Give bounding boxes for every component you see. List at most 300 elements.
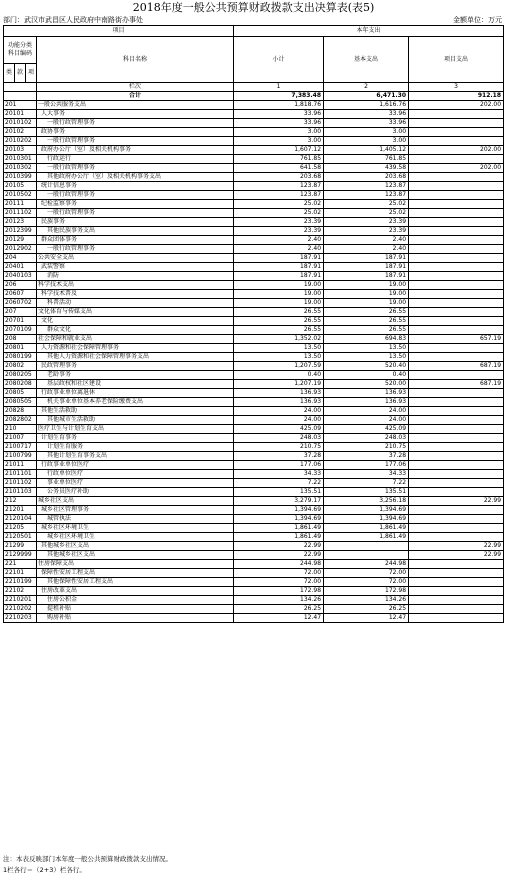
table-row — [4, 605, 504, 614]
row-name: 事业单位医疗 — [37, 479, 234, 488]
project-header: 项目 — [4, 26, 234, 37]
row-subtotal: 244.98 — [234, 560, 324, 569]
row-code: 21011 — [4, 461, 37, 470]
row-code: 2011102 — [4, 209, 37, 218]
row-code: 2060702 — [4, 299, 37, 308]
table-row — [4, 443, 504, 452]
row-project — [409, 173, 504, 182]
department-label: 部门：武汉市武昌区人民政府中南路街办事处 — [3, 16, 143, 24]
row-code: 2210202 — [4, 605, 37, 614]
row-project — [409, 560, 504, 569]
row-name: 其他计划生育事务支出 — [37, 452, 234, 461]
row-basic: 19.00 — [324, 299, 409, 308]
row-code: 2082802 — [4, 416, 37, 425]
row-name: 政府办公厅（室）及相关机构事务 — [37, 146, 234, 155]
row-code: 21007 — [4, 434, 37, 443]
row-subtotal: 1,861.49 — [234, 524, 324, 533]
row-subtotal: 2.40 — [234, 236, 324, 245]
subtotal-header: 小计 — [234, 37, 324, 83]
row-name: 民政管理事务 — [37, 362, 234, 371]
table-row — [4, 263, 504, 272]
row-subtotal: 24.00 — [234, 407, 324, 416]
row-project — [409, 344, 504, 353]
row-subtotal: 3,279.17 — [234, 497, 324, 506]
row-subtotal: 26.25 — [234, 605, 324, 614]
row-name: 群众文化 — [37, 326, 234, 335]
row-code: 2080205 — [4, 371, 37, 380]
table-row — [4, 461, 504, 470]
row-name: 文化 — [37, 317, 234, 326]
table-row — [4, 542, 504, 551]
row-subtotal: 1,394.69 — [234, 515, 324, 524]
row-project — [409, 290, 504, 299]
row-name: 基层政权和社区建设 — [37, 380, 234, 389]
report-title: 2018年度一般公共预算财政拨款支出决算表(表5) — [132, 1, 375, 14]
row-name: 群众团体事务 — [37, 236, 234, 245]
row-subtotal: 187.91 — [234, 263, 324, 272]
table-row — [4, 569, 504, 578]
row-code: 20401 — [4, 263, 37, 272]
table-row — [4, 587, 504, 596]
table-row — [4, 515, 504, 524]
row-basic: 187.91 — [324, 272, 409, 281]
row-basic: 439.58 — [324, 164, 409, 173]
row-code: 2210203 — [4, 614, 37, 623]
table-row — [4, 344, 504, 353]
row-name: 科学技术普及 — [37, 290, 234, 299]
row-basic: 33.96 — [324, 119, 409, 128]
row-subtotal: 23.39 — [234, 218, 324, 227]
row-code: 2101102 — [4, 479, 37, 488]
row-code: 20103 — [4, 146, 37, 155]
row-basic — [324, 551, 409, 560]
row-basic: 694.83 — [324, 335, 409, 344]
row-project — [409, 407, 504, 416]
row-subtotal: 25.02 — [234, 200, 324, 209]
row-project — [409, 596, 504, 605]
row-code: 2010502 — [4, 191, 37, 200]
table-row — [4, 164, 504, 173]
table-row — [4, 470, 504, 479]
name-label-header: 科目名称 — [37, 37, 234, 83]
row-project — [409, 299, 504, 308]
table-row — [4, 326, 504, 335]
row-project: 202.00 — [409, 146, 504, 155]
row-code: 20802 — [4, 362, 37, 371]
row-name: 其他民族事务支出 — [37, 227, 234, 236]
row-name: 城乡社区环境卫生 — [37, 524, 234, 533]
row-subtotal: 1,394.69 — [234, 506, 324, 515]
table-row — [4, 137, 504, 146]
row-name: 住房保障支出 — [37, 560, 234, 569]
row-code: 210 — [4, 425, 37, 434]
row-name: 住房改革支出 — [37, 587, 234, 596]
row-name: 购房补贴 — [37, 614, 234, 623]
row-subtotal: 13.50 — [234, 353, 324, 362]
row-project: 202.00 — [409, 164, 504, 173]
row-subtotal: 136.93 — [234, 398, 324, 407]
row-name: 一般行政管理事务 — [37, 137, 234, 146]
table-row — [4, 236, 504, 245]
row-project: 22.99 — [409, 497, 504, 506]
row-project — [409, 533, 504, 542]
table-row — [4, 119, 504, 128]
row-name: 城乡社区管理事务 — [37, 506, 234, 515]
row-name: 公共安全支出 — [37, 254, 234, 263]
row-code: 22101 — [4, 569, 37, 578]
row-subtotal: 7.22 — [234, 479, 324, 488]
row-subtotal: 203.68 — [234, 173, 324, 182]
table-row — [4, 299, 504, 308]
row-project — [409, 326, 504, 335]
row-project — [409, 227, 504, 236]
row-basic: 13.50 — [324, 344, 409, 353]
row-code: 2010301 — [4, 155, 37, 164]
table-row — [4, 524, 504, 533]
row-name: 其他城市生活救助 — [37, 416, 234, 425]
row-basic: 1,394.69 — [324, 515, 409, 524]
row-basic: 248.03 — [324, 434, 409, 443]
row-subtotal: 248.03 — [234, 434, 324, 443]
row-project — [409, 236, 504, 245]
project-exp-header: 项目支出 — [409, 37, 504, 83]
row-name: 消防 — [37, 272, 234, 281]
row-name: 科学技术支出 — [37, 281, 234, 290]
row-subtotal: 19.00 — [234, 281, 324, 290]
row-project — [409, 245, 504, 254]
row-name: 行政事业单位医疗 — [37, 461, 234, 470]
row-subtotal: 26.55 — [234, 308, 324, 317]
row-subtotal: 135.51 — [234, 488, 324, 497]
row-basic: 2.40 — [324, 245, 409, 254]
table-row — [4, 209, 504, 218]
row-basic: 1,616.76 — [324, 101, 409, 110]
row-name: 城乡社区环境卫生 — [37, 533, 234, 542]
row-basic: 203.68 — [324, 173, 409, 182]
row-code: 2101101 — [4, 470, 37, 479]
row-code: 20129 — [4, 236, 37, 245]
row-subtotal: 72.00 — [234, 569, 324, 578]
col-1-index: 1 — [234, 83, 324, 92]
table-row — [4, 497, 504, 506]
row-project — [409, 488, 504, 497]
table-row — [4, 533, 504, 542]
row-basic: 187.91 — [324, 254, 409, 263]
row-project — [409, 110, 504, 119]
table-row — [4, 578, 504, 587]
row-name: 城管执法 — [37, 515, 234, 524]
row-name: 行政单位医疗 — [37, 470, 234, 479]
total-row — [4, 92, 504, 101]
row-subtotal: 3.00 — [234, 137, 324, 146]
row-subtotal: 177.06 — [234, 461, 324, 470]
row-code: 20111 — [4, 200, 37, 209]
table-row — [4, 110, 504, 119]
total-basic: 6,471.30 — [324, 92, 409, 101]
row-name: 一般行政管理事务 — [37, 209, 234, 218]
header-row-1 — [4, 26, 504, 37]
row-name: 机关事业单位基本养老保险缴费支出 — [37, 398, 234, 407]
row-name: 人力资源和社会保障管理事务 — [37, 344, 234, 353]
row-code: 208 — [4, 335, 37, 344]
row-project — [409, 182, 504, 191]
row-subtotal: 123.87 — [234, 191, 324, 200]
row-project — [409, 614, 504, 623]
table-row — [4, 191, 504, 200]
row-code: 2080505 — [4, 398, 37, 407]
table-row — [4, 362, 504, 371]
row-project — [409, 137, 504, 146]
row-code: 2010302 — [4, 164, 37, 173]
row-project — [409, 353, 504, 362]
row-basic: 26.55 — [324, 326, 409, 335]
row-subtotal: 187.91 — [234, 254, 324, 263]
row-code: 2070109 — [4, 326, 37, 335]
row-basic: 23.39 — [324, 218, 409, 227]
row-code: 2012399 — [4, 227, 37, 236]
row-basic: 135.51 — [324, 488, 409, 497]
row-name: 行政运行 — [37, 155, 234, 164]
row-code: 21205 — [4, 524, 37, 533]
row-name: 其他政府办公厅（室）及相关机构事务支出 — [37, 173, 234, 182]
row-code: 2010102 — [4, 119, 37, 128]
row-basic: 26.55 — [324, 317, 409, 326]
row-subtotal: 641.58 — [234, 164, 324, 173]
row-subtotal: 24.00 — [234, 416, 324, 425]
row-code: 206 — [4, 281, 37, 290]
row-basic: 1,394.69 — [324, 506, 409, 515]
table-row — [4, 335, 504, 344]
row-basic: 1,405.12 — [324, 146, 409, 155]
row-name: 民族事务 — [37, 218, 234, 227]
row-name: 计划生育服务 — [37, 443, 234, 452]
row-basic: 19.00 — [324, 290, 409, 299]
table-row — [4, 353, 504, 362]
row-basic: 3.00 — [324, 128, 409, 137]
row-code: 201 — [4, 101, 37, 110]
row-name: 其他城乡社区支出 — [37, 551, 234, 560]
row-basic: 136.93 — [324, 389, 409, 398]
table-row — [4, 614, 504, 623]
row-name: 一般行政管理事务 — [37, 119, 234, 128]
row-subtotal: 187.91 — [234, 272, 324, 281]
row-subtotal: 1,861.49 — [234, 533, 324, 542]
row-basic: 23.39 — [324, 227, 409, 236]
row-project: 202.00 — [409, 101, 504, 110]
row-code: 2129999 — [4, 551, 37, 560]
row-subtotal: 26.55 — [234, 317, 324, 326]
row-project — [409, 398, 504, 407]
lanci-label: 栏次 — [37, 83, 234, 92]
row-project — [409, 209, 504, 218]
row-project — [409, 452, 504, 461]
table-row — [4, 254, 504, 263]
row-project — [409, 371, 504, 380]
row-subtotal: 19.00 — [234, 299, 324, 308]
row-name: 科普活动 — [37, 299, 234, 308]
row-subtotal: 761.85 — [234, 155, 324, 164]
row-basic: 0.40 — [324, 371, 409, 380]
row-code: 2120501 — [4, 533, 37, 542]
table-row — [4, 398, 504, 407]
row-basic: 1,861.49 — [324, 533, 409, 542]
table-row — [4, 281, 504, 290]
row-subtotal: 33.96 — [234, 110, 324, 119]
row-name: 政协事务 — [37, 128, 234, 137]
row-basic: 19.00 — [324, 281, 409, 290]
row-basic: 3.00 — [324, 137, 409, 146]
row-basic: 520.00 — [324, 380, 409, 389]
row-subtotal: 34.33 — [234, 470, 324, 479]
row-project — [409, 434, 504, 443]
row-name: 统计信息事务 — [37, 182, 234, 191]
row-name: 城乡社区支出 — [37, 497, 234, 506]
row-subtotal: 12.47 — [234, 614, 324, 623]
row-project — [409, 416, 504, 425]
row-name: 社会保障和就业支出 — [37, 335, 234, 344]
total-subtotal: 7,383.48 — [234, 92, 324, 101]
row-basic: 26.25 — [324, 605, 409, 614]
row-code: 212 — [4, 497, 37, 506]
table-row — [4, 317, 504, 326]
row-code: 2210201 — [4, 596, 37, 605]
table-row — [4, 479, 504, 488]
row-project — [409, 515, 504, 524]
row-name: 行政事业单位离退休 — [37, 389, 234, 398]
row-basic: 244.98 — [324, 560, 409, 569]
row-code: 20801 — [4, 344, 37, 353]
col-2-index: 2 — [324, 83, 409, 92]
note-line-2: 1栏各行＝（2+3）栏各行。 — [3, 866, 86, 874]
row-basic: 7.22 — [324, 479, 409, 488]
col-3-index: 3 — [409, 83, 504, 92]
row-project: 22.99 — [409, 551, 504, 560]
row-project — [409, 569, 504, 578]
table-row — [4, 551, 504, 560]
row-name: 其他人力资源和社会保障管理事务支出 — [37, 353, 234, 362]
row-basic: 72.00 — [324, 578, 409, 587]
total-project: 912.18 — [409, 92, 504, 101]
row-subtotal: 1,818.76 — [234, 101, 324, 110]
row-basic: 33.96 — [324, 110, 409, 119]
row-project — [409, 155, 504, 164]
row-basic: 37.28 — [324, 452, 409, 461]
row-code: 2010202 — [4, 137, 37, 146]
note-line-1: 注：本表反映部门本年度一般公共预算财政拨款支出情况。 — [3, 855, 172, 863]
row-name: 武装警察 — [37, 263, 234, 272]
row-subtotal: 172.98 — [234, 587, 324, 596]
row-project — [409, 425, 504, 434]
row-subtotal: 33.96 — [234, 119, 324, 128]
current-year-header: 本年支出 — [234, 26, 504, 37]
row-name: 保障性安居工程支出 — [37, 569, 234, 578]
table-row — [4, 434, 504, 443]
row-basic: 13.50 — [324, 353, 409, 362]
row-code: 20828 — [4, 407, 37, 416]
table-row — [4, 506, 504, 515]
row-basic: 1,861.49 — [324, 524, 409, 533]
row-project — [409, 578, 504, 587]
row-name: 文化体育与传媒支出 — [37, 308, 234, 317]
row-code: 204 — [4, 254, 37, 263]
row-project: 687.19 — [409, 362, 504, 371]
row-code: 2010399 — [4, 173, 37, 182]
row-code: 22102 — [4, 587, 37, 596]
row-subtotal: 1,352.02 — [234, 335, 324, 344]
row-subtotal: 0.40 — [234, 371, 324, 380]
row-project — [409, 587, 504, 596]
row-basic: 25.02 — [324, 209, 409, 218]
row-project — [409, 317, 504, 326]
row-project — [409, 218, 504, 227]
row-project — [409, 128, 504, 137]
table-row — [4, 560, 504, 569]
row-project — [409, 200, 504, 209]
row-code: 21299 — [4, 542, 37, 551]
row-code: 221 — [4, 560, 37, 569]
table-row — [4, 200, 504, 209]
row-project — [409, 308, 504, 317]
table-row — [4, 128, 504, 137]
row-code: 20701 — [4, 317, 37, 326]
table-row — [4, 308, 504, 317]
row-name: 一般行政管理事务 — [37, 164, 234, 173]
row-code: 2101103 — [4, 488, 37, 497]
row-subtotal: 19.00 — [234, 290, 324, 299]
row-basic: 34.33 — [324, 470, 409, 479]
table-row — [4, 389, 504, 398]
row-subtotal: 123.87 — [234, 182, 324, 191]
row-subtotal: 72.00 — [234, 578, 324, 587]
row-basic: 24.00 — [324, 407, 409, 416]
row-project — [409, 191, 504, 200]
row-basic: 123.87 — [324, 191, 409, 200]
row-code: 2080208 — [4, 380, 37, 389]
table-row — [4, 227, 504, 236]
row-project — [409, 461, 504, 470]
row-subtotal: 2.40 — [234, 245, 324, 254]
row-code: 2100717 — [4, 443, 37, 452]
row-name: 计划生育事务 — [37, 434, 234, 443]
row-basic: 134.26 — [324, 596, 409, 605]
table-row — [4, 245, 504, 254]
row-basic — [324, 542, 409, 551]
row-subtotal: 23.39 — [234, 227, 324, 236]
table-row — [4, 488, 504, 497]
row-basic: 136.93 — [324, 398, 409, 407]
row-project — [409, 281, 504, 290]
table-row — [4, 407, 504, 416]
row-name: 提租补贴 — [37, 605, 234, 614]
row-project — [409, 479, 504, 488]
row-name: 老龄事务 — [37, 371, 234, 380]
row-subtotal: 22.99 — [234, 551, 324, 560]
row-project — [409, 254, 504, 263]
table-row — [4, 416, 504, 425]
row-subtotal: 136.93 — [234, 389, 324, 398]
row-basic: 72.00 — [324, 569, 409, 578]
row-code: 2100799 — [4, 452, 37, 461]
table-row — [4, 371, 504, 380]
row-subtotal: 25.02 — [234, 209, 324, 218]
row-code: 20101 — [4, 110, 37, 119]
row-subtotal: 210.75 — [234, 443, 324, 452]
table-row — [4, 101, 504, 110]
row-project: 687.19 — [409, 380, 504, 389]
kuan-header: 款 — [15, 64, 26, 83]
row-code: 2040103 — [4, 272, 37, 281]
table-row — [4, 155, 504, 164]
